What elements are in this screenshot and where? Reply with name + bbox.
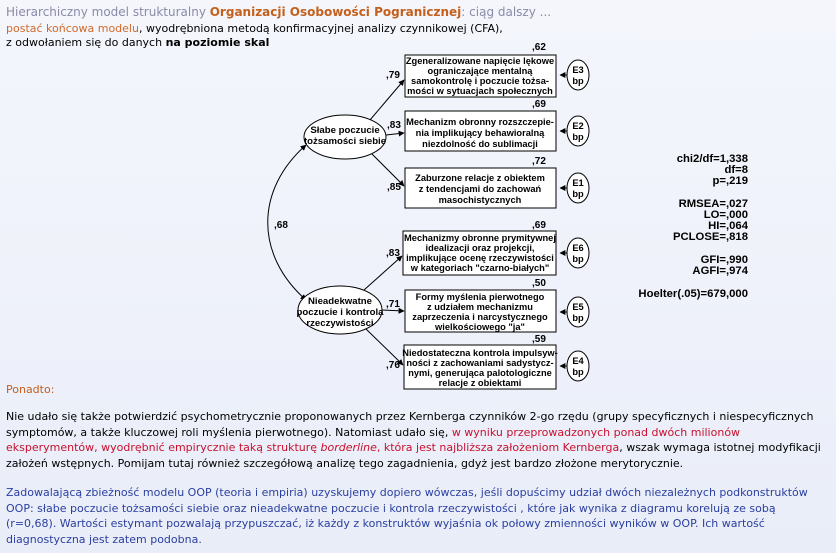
- latent-1-line-2: tożsamości siebie: [303, 136, 387, 147]
- stat-rmsea: RMSEA=,027: [678, 198, 748, 210]
- indicator-e1: [387, 156, 589, 208]
- latent-factor-2: [297, 286, 385, 334]
- svg-text:ograniczające mentalną: ograniczające mentalną: [427, 66, 533, 76]
- svg-text:bp: bp: [572, 132, 584, 142]
- svg-text:Formy myślenia pierwotnego: Formy myślenia pierwotnego: [415, 292, 545, 302]
- loading-label: ,79: [386, 70, 400, 81]
- stat-gfi: GFI=,990: [700, 254, 748, 266]
- stat-hi: HI=,064: [708, 220, 748, 232]
- svg-text:wielkościowego "ja": wielkościowego "ja": [435, 322, 525, 332]
- svg-text:masochistycznych: masochistycznych: [438, 195, 522, 205]
- svg-text:bp: bp: [572, 76, 584, 86]
- svg-text:idealizacji oraz projekcji,: idealizacji oraz projekcji,: [425, 243, 535, 253]
- subtitle-highlight: postać końcowa modelu: [6, 22, 139, 35]
- indicator-e4: [386, 334, 589, 389]
- svg-text:w kategoriach "czarno-białych": w kategoriach "czarno-białych": [410, 263, 550, 273]
- svg-text:z udziałem mechanizmu: z udziałem mechanizmu: [427, 302, 533, 312]
- svg-text:bp: bp: [572, 254, 584, 264]
- svg-text:z tendencjami do zachowań: z tendencjami do zachowań: [418, 184, 542, 194]
- r2-label: ,62: [532, 42, 546, 53]
- paragraph-1: [6, 409, 826, 471]
- svg-text:relacje z obiektami: relacje z obiektami: [438, 378, 522, 388]
- svg-text:,85: ,85: [387, 182, 401, 193]
- svg-text:samokontrolę i poczucie tożsa-: samokontrolę i poczucie tożsa-: [411, 76, 549, 86]
- indicator-e3: [386, 42, 589, 97]
- svg-text:,71: ,71: [386, 299, 400, 310]
- svg-text:bp: bp: [572, 367, 584, 377]
- stat-lo: LO=,000: [703, 209, 748, 221]
- latent-2-line-1: Nieadekwatne: [308, 296, 372, 307]
- svg-text:bp: bp: [572, 189, 584, 199]
- svg-text:E1: E1: [572, 178, 584, 188]
- svg-text:niezdolność do sublimacji: niezdolność do sublimacji: [422, 139, 538, 149]
- svg-text:,50: ,50: [532, 278, 546, 289]
- svg-text:,59: ,59: [532, 334, 546, 345]
- latent-1-line-1: Słabe poczucie: [310, 125, 380, 136]
- svg-text:,76: ,76: [386, 360, 400, 371]
- error-label: E3: [572, 65, 584, 75]
- latent-2-line-3: rzeczywistości: [306, 318, 374, 329]
- correlation-label: ,68: [274, 220, 288, 231]
- title-suffix: : ciąg dalszy ...: [461, 5, 552, 19]
- svg-text:ności z zachowaniami sadystycz: ności z zachowaniami sadystycz-: [406, 358, 554, 368]
- stat-p: p=,219: [712, 175, 748, 187]
- svg-text:bp: bp: [572, 313, 584, 323]
- title-prefix: Hierarchiczny model strukturalny: [6, 5, 210, 19]
- stat-df: df=8: [724, 164, 748, 176]
- subtitle-rest: , wyodrębniona metodą konfirmacyjnej analizy czynnikowej (CFA),: [138, 22, 503, 35]
- svg-text:,69: ,69: [532, 99, 546, 110]
- svg-text:Zgeneralizowane napięcie lękow: Zgeneralizowane napięcie lękowe: [405, 56, 555, 66]
- p1-red-2: , która jest najbliższa założeniom Kernberga: [376, 441, 620, 454]
- svg-text:,72: ,72: [532, 156, 546, 167]
- svg-text:mości w sytuacjach społecznych: mości w sytuacjach społecznych: [407, 86, 553, 96]
- p1-red-1: w wyniku przeprowadzonych ponad dwóch milionów eksperymentów, wyodrębnić empirycznie taką strukturę: [6, 425, 741, 454]
- fit-statistics: [638, 154, 748, 300]
- svg-text:,83: ,83: [387, 120, 401, 131]
- stat-pclose: PCLOSE=,818: [672, 231, 748, 243]
- stat-chi2df: chi2/df=1,338: [676, 153, 748, 165]
- p1-part-b: , wszak wymaga istotnej modyfikacji założeń wstępnych. Pomijam tutaj również szczegółową analizę tego zagadnienia, gdyż jest bardzo złożone merytorycznie.: [6, 441, 821, 470]
- svg-text:Zaburzone relacje z obiektem: Zaburzone relacje z obiektem: [415, 173, 545, 183]
- indicator-e5: [386, 278, 589, 332]
- p1-italic: borderline: [320, 441, 377, 454]
- stat-agfi: AGFI=,974: [692, 265, 748, 277]
- paragraph-2: Zadowalającą zbieżność modelu OOP (teoria i empiria) uzyskujemy dopiero wówczas, jeśli dopuścimy udział dwóch niezależnych podkonstruktów OOP: słabe poczucie tożsamości siebie oraz nieadekwatne poczucie i kontrola rzeczywistości , które jak wynika z diagramu korelują ze sobą (r=0,68). Wartości estymant pozwalają przypuszczać, iż każdy z konstruktów wyjaśnia ok połowy zmienności wyników w OOP. Ich wartość diagnostyczna jest zatem podobna.: [6, 486, 808, 546]
- svg-text:nymi, generująca palotologiczn: nymi, generująca palotologiczne: [408, 368, 552, 378]
- section-label: Ponadto:: [6, 383, 55, 396]
- latent-2-line-2: poczucie i kontrola: [296, 307, 384, 318]
- svg-text:nia implikujący behawioralną: nia implikujący behawioralną: [415, 128, 545, 138]
- p1-part-a: Nie udało się także potwierdzić psychometrycznie proponowanych przez Kernberga czynników 2-go rzędu (grupy specyficznych i niespecyficznych symptomów, a także kluczowej roli myślenia pierwotnego). Natomiast udało się,: [6, 410, 814, 439]
- svg-text:E4: E4: [572, 356, 584, 366]
- indicator-e2: [387, 99, 589, 151]
- subtitle-2-prefix: z odwołaniem się do danych: [6, 36, 166, 49]
- svg-text:Niedostateczna kontrola impuls: Niedostateczna kontrola impulsyw-: [402, 348, 558, 358]
- svg-text:Mechanizm obronny rozszczepie-: Mechanizm obronny rozszczepie-: [406, 117, 554, 127]
- svg-text:E2: E2: [572, 121, 584, 131]
- svg-text:E6: E6: [572, 243, 584, 253]
- svg-text:zaprzeczenia i narcystycznego: zaprzeczenia i narcystycznego: [412, 312, 548, 322]
- svg-text:implikujące ocenę rzeczywistoś: implikujące ocenę rzeczywistości: [406, 253, 554, 263]
- stat-hoelter: Hoelter(.05)=679,000: [638, 288, 748, 300]
- title-highlight: Organizacji Osobowości Pogranicznej: [209, 5, 462, 19]
- indicator-e6: [386, 220, 589, 275]
- svg-text:Mechanizmy obronne prymitywnej: Mechanizmy obronne prymitywnej: [404, 233, 556, 243]
- svg-text:,69: ,69: [532, 220, 546, 231]
- svg-text:E5: E5: [572, 302, 584, 312]
- latent-factor-1: [304, 115, 386, 159]
- svg-text:,83: ,83: [386, 248, 400, 259]
- subtitle-2-bold: na poziomie skal: [165, 36, 270, 49]
